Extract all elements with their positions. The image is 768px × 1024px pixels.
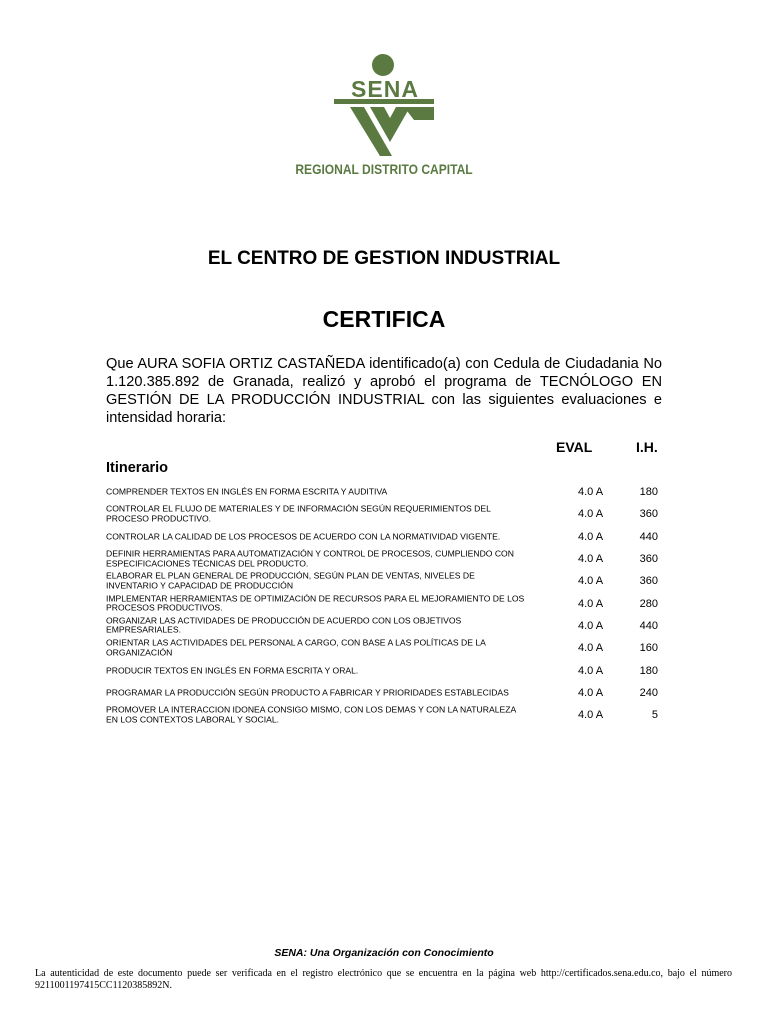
hours-value: 440 — [639, 530, 658, 543]
sena-logo — [330, 52, 440, 162]
competency-name: ORGANIZAR LAS ACTIVIDADES DE PRODUCCIÓN DE ACUERDO CON LOS OBJETIVOS EMPRESARIALES. — [106, 615, 462, 635]
hours-value: 180 — [639, 486, 658, 499]
competency-name: DEFINIR HERRAMIENTAS PARA AUTOMATIZACIÓN Y CONTROL DE PROCESOS, CUMPLIENDO CON ESPECIFICACIONES TÉCNICAS DEL PRODUCTO. — [106, 548, 514, 569]
competency-name: PRODUCIR TEXTOS EN INGLÉS EN FORMA ESCRITA Y ORAL. — [106, 664, 359, 675]
regional-label: REGIONAL DISTRITO CAPITAL — [295, 161, 473, 177]
hours-value: 5 — [651, 709, 658, 722]
certifica-heading: CERTIFICA — [322, 306, 446, 332]
table-row — [106, 659, 662, 681]
competency-name: PROGRAMAR LA PRODUCCIÓN SEGÚN PRODUCTO A FABRICAR Y PRIORIDADES ESTABLECIDAS — [106, 687, 509, 698]
authenticity-note: La autenticidad de este documento puede ser verificada en el registro electrónico que se encuentra en la página web http://certificados.sena.edu.co, bajo el número 9211001197415CC1120385892N. — [35, 968, 732, 991]
hours-value: 180 — [639, 664, 658, 677]
eval-value: 4.0 A — [578, 664, 604, 677]
evaluation-table — [106, 481, 662, 726]
table-row — [106, 704, 662, 726]
eval-value: 4.0 A — [578, 530, 604, 543]
eval-value: 4.0 A — [578, 508, 604, 521]
hours-value: 240 — [639, 686, 658, 699]
eval-value: 4.0 A — [578, 597, 604, 610]
document-title: EL CENTRO DE GESTION INDUSTRIAL — [207, 248, 561, 269]
eval-value: 4.0 A — [578, 642, 604, 655]
hours-value: 160 — [639, 642, 658, 655]
sena-logo-icon — [330, 52, 440, 162]
eval-value: 4.0 A — [578, 619, 604, 632]
table-row — [106, 592, 662, 614]
competency-name: PROMOVER LA INTERACCION IDONEA CONSIGO MISMO, CON LOS DEMAS Y CON LA NATURALEZA EN LOS CONTEXTOS LABORAL Y SOCIAL. — [106, 704, 516, 725]
hours-value: 360 — [639, 553, 658, 566]
hours-value: 360 — [639, 575, 658, 588]
table-row — [106, 526, 662, 548]
section-itinerario: Itinerario — [106, 460, 169, 476]
eval-value: 4.0 A — [578, 553, 604, 566]
competency-name: ELABORAR EL PLAN GENERAL DE PRODUCCIÓN, SEGÚN PLAN DE VENTAS, NIVELES DE INVENTARIO Y CAPACIDAD DE PRODUCCIÓN — [106, 570, 475, 591]
eval-value: 4.0 A — [578, 486, 604, 499]
eval-value: 4.0 A — [578, 686, 604, 699]
competency-name: ORIENTAR LAS ACTIVIDADES DEL PERSONAL A CARGO, CON BASE A LAS POLÍTICAS DE LA ORGANIZACIÓN — [106, 637, 486, 658]
table-row — [106, 481, 662, 503]
intro-paragraph: Que AURA SOFIA ORTIZ CASTAÑEDA identificado(a) con Cedula de Ciudadania No 1.120.385.892 de Granada, realizó y aprobó el programa de TECNÓLOGO EN GESTIÓN DE LA PRODUCCIÓN INDUSTRIAL con las siguientes evaluaciones e intensidad horaria: — [106, 356, 662, 426]
table-row — [106, 682, 662, 704]
table-row — [106, 637, 662, 659]
table-row — [106, 503, 662, 525]
table-row — [106, 548, 662, 570]
eval-value: 4.0 A — [578, 709, 604, 722]
table-row — [106, 615, 662, 637]
table-row — [106, 570, 662, 592]
hours-value: 280 — [639, 597, 658, 610]
competency-name: IMPLEMENTAR HERRAMIENTAS DE OPTIMIZACIÓN DE RECURSOS PARA EL MEJORAMIENTO DE LOS PROCESOS PRODUCTIVOS. — [106, 593, 525, 613]
eval-value: 4.0 A — [578, 575, 604, 588]
competency-name: COMPRENDER TEXTOS EN INGLÉS EN FORMA ESCRITA Y AUDITIVA — [106, 486, 388, 497]
hours-value: 360 — [639, 508, 658, 521]
competency-name: CONTROLAR EL FLUJO DE MATERIALES Y DE INFORMACIÓN SEGÚN REQUERIMIENTOS DEL PROCESO PRODUCTIVO. — [106, 503, 491, 524]
logo-text: SENA — [351, 76, 419, 102]
slogan: SENA: Una Organización con Conocimiento — [274, 947, 494, 959]
hours-value: 440 — [639, 619, 658, 632]
column-header-ih: I.H. — [636, 439, 658, 455]
column-header-eval: EVAL — [556, 439, 593, 455]
competency-name: CONTROLAR LA CALIDAD DE LOS PROCESOS DE ACUERDO CON LA NORMATIVIDAD VIGENTE. — [106, 530, 501, 541]
